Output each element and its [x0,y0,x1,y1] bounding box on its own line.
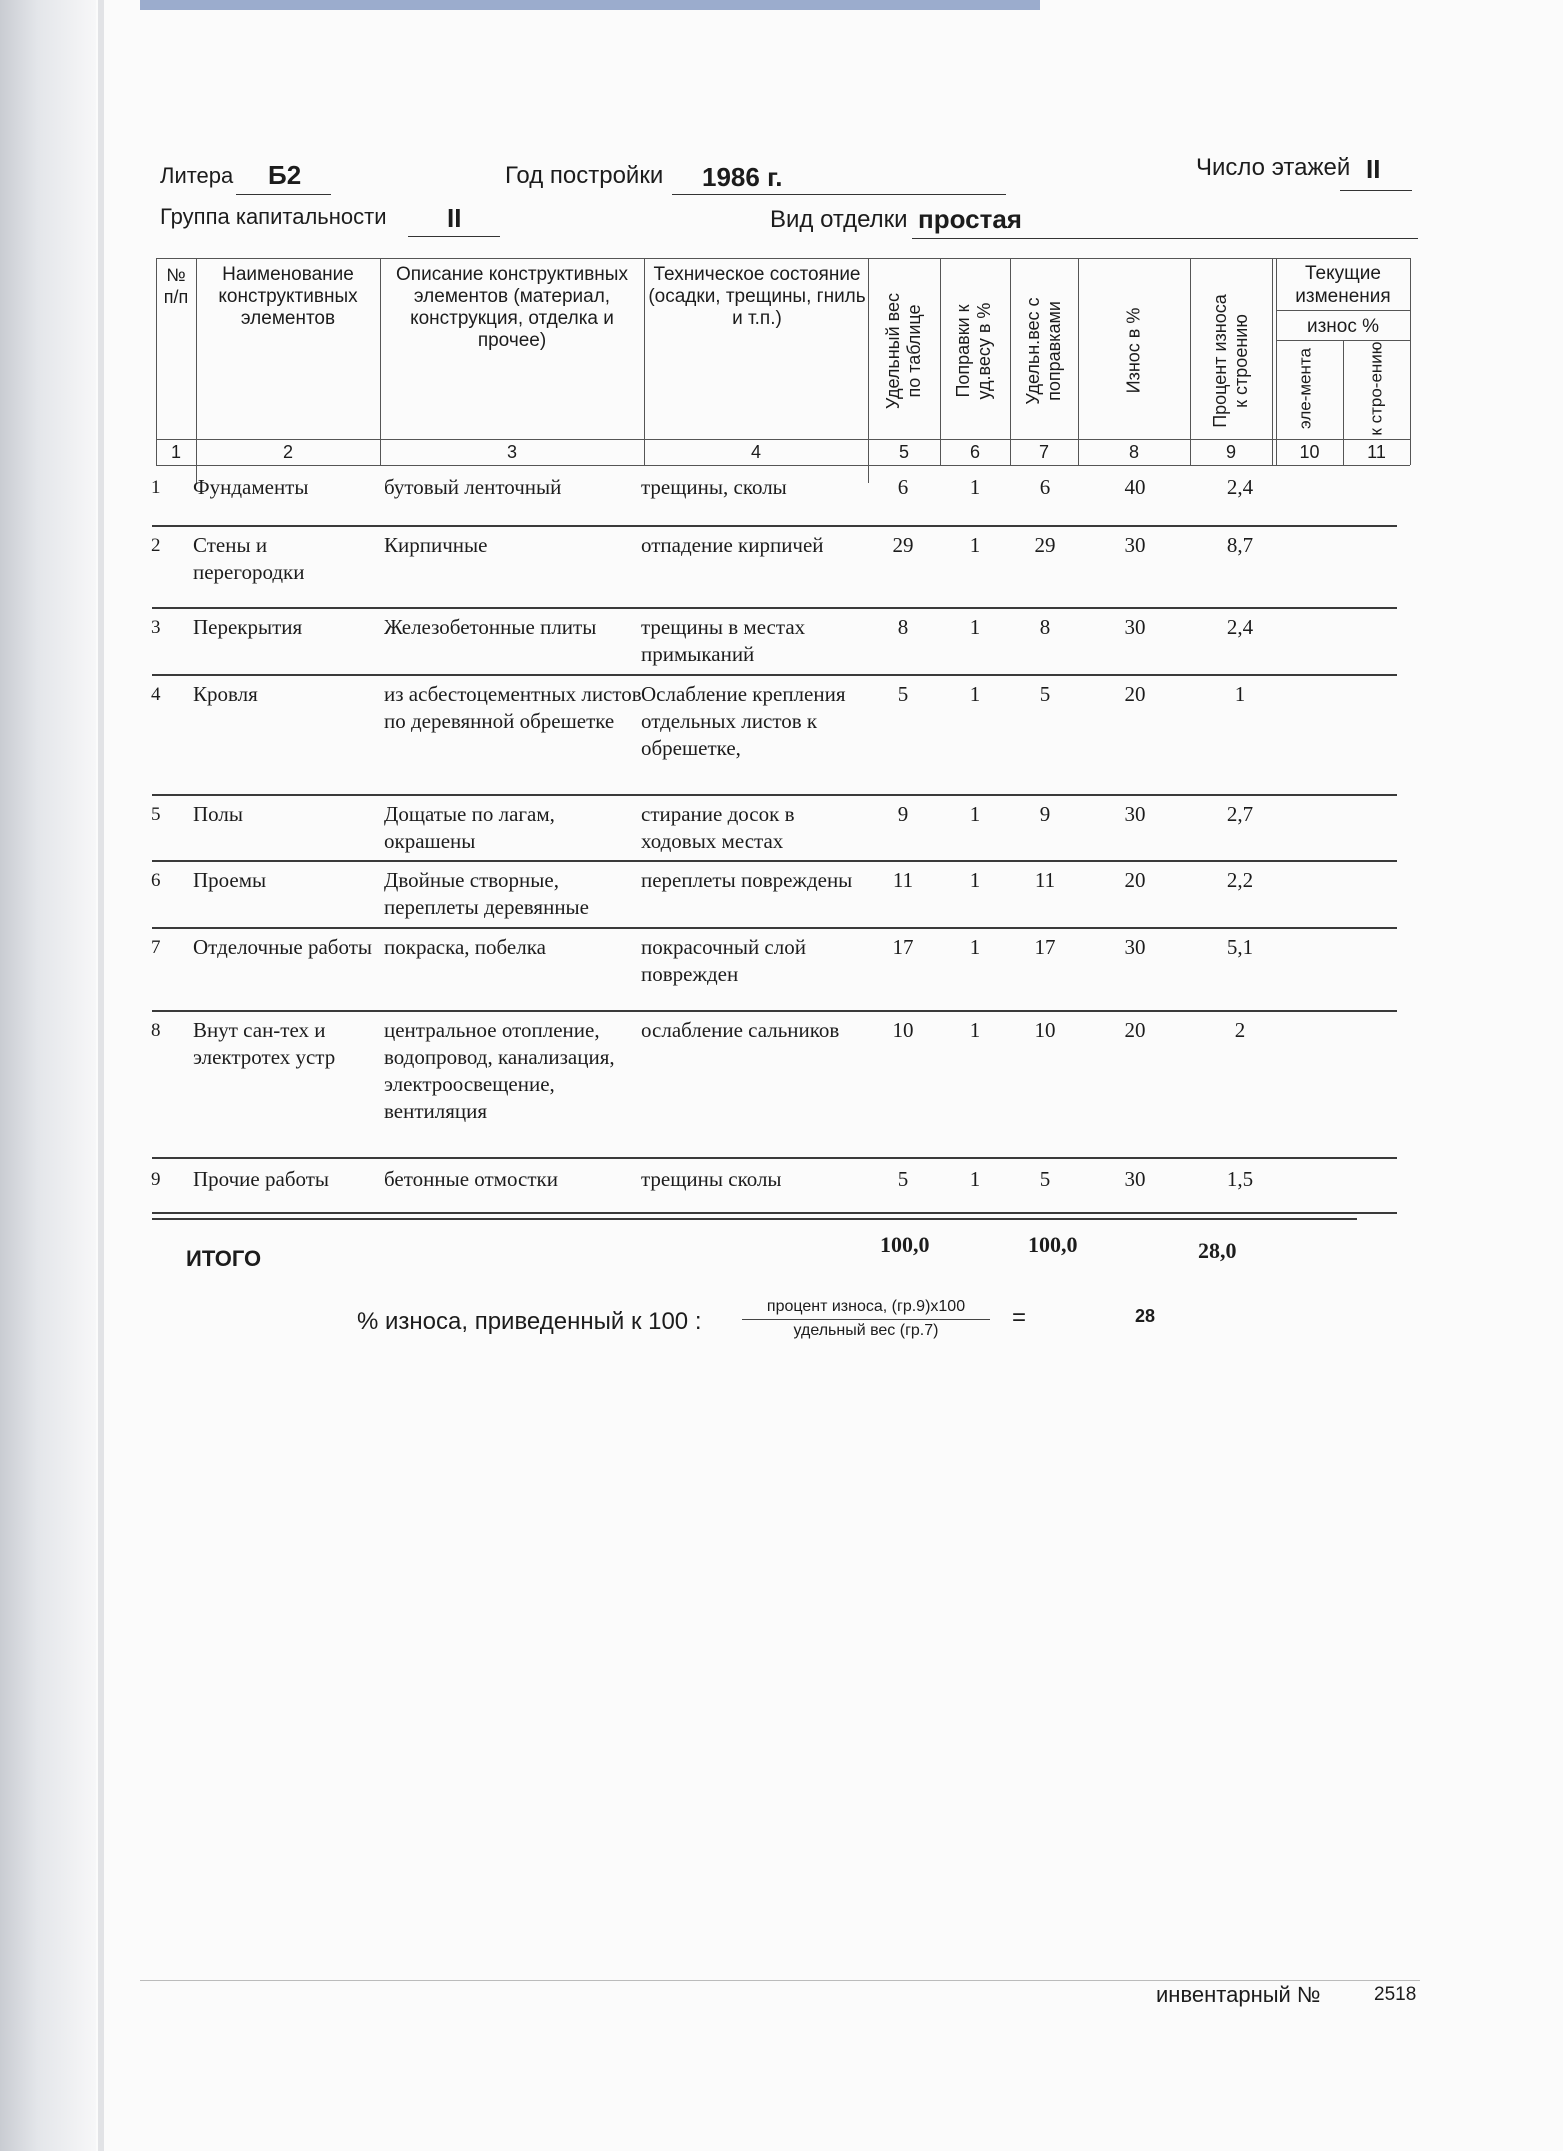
col-header-wear: Износ в % [1123,307,1144,394]
element-description: бутовый ленточный [384,475,562,499]
weight-value: 29 [892,533,914,557]
wear-value: 30 [1124,802,1146,826]
row-separator [152,1010,1397,1012]
correction-value: 1 [969,1167,981,1191]
group-label: Группа капитальности [160,204,387,229]
technical-state: трещины в местах примыканий [641,615,806,666]
wear-percent-value: 8,7 [1226,533,1254,557]
col-number: 1 [170,442,181,462]
finish-value: простая [918,204,1022,234]
litera-label: Литера [160,163,234,188]
element-description: покраска, побелка [384,935,546,959]
footer-rule [140,1980,1420,1981]
floors-label: Число этажей [1196,154,1351,181]
correction-value: 1 [969,682,981,706]
weight-corrected-value: 11 [1034,868,1056,892]
formula-result: 28 [1135,1306,1156,1326]
weight-value: 17 [892,935,914,959]
col-header-weight: Удельный вес по таблице [883,292,924,410]
floors-underline [1340,190,1412,191]
weight-corrected-value: 8 [1039,615,1051,639]
technical-state: отпадение кирпичей [641,533,824,557]
wear-percent-value: 5,1 [1226,935,1254,959]
col-header-number: № п/п [163,265,189,307]
scan-edge [140,0,1040,10]
col-header-element: эле-мента [1295,348,1315,429]
col-header-description: Описание конструктивных элементов (материал, конструкция, отделка и прочее) [396,264,628,351]
weight-corrected-value: 6 [1039,475,1051,499]
formula-fraction-line [742,1319,990,1320]
totals-wear-percent: 28,0 [1198,1238,1237,1263]
element-name: Стены и перегородки [193,533,305,584]
col-number: 9 [1225,442,1236,462]
correction-value: 1 [969,935,981,959]
group-value: II [447,203,462,233]
technical-state: трещины, сколы [641,475,787,499]
finish-underline [912,238,1418,239]
element-name: Полы [193,802,243,826]
technical-state: Ослабление крепления отдельных листов к обрешетке, [641,682,846,760]
group-sub-line-1 [1276,310,1410,311]
year-underline [672,194,1006,195]
element-description: Двойные створные, переплеты деревянные [384,868,589,919]
col-number: 6 [969,442,980,462]
table-header-bottom [156,439,1410,440]
col-border [1078,258,1079,465]
page-fold [98,0,104,2151]
row-number: 5 [151,804,161,825]
element-name: Перекрытия [193,615,303,639]
totals-separator [152,1218,1357,1220]
weight-corrected-value: 29 [1034,533,1056,557]
wear-percent-value: 2 [1234,1018,1246,1042]
row-number: 8 [151,1020,161,1041]
correction-value: 1 [969,1018,981,1042]
element-description: Кирпичные [384,533,488,557]
col-border [1276,258,1277,465]
row-separator [152,794,1397,796]
group-underline [408,236,500,237]
element-name: Кровля [193,682,258,706]
row-separator [152,1212,1397,1214]
element-name: Проемы [193,868,267,892]
totals-label: ИТОГО [186,1246,262,1271]
element-name: Фундаменты [193,475,309,499]
element-description: центральное отопление, водопровод, канализация, электроосвещение, вентиляция [384,1018,615,1123]
col-header-weight-corrected: Удельн.вес с поправками [1023,297,1064,405]
correction-value: 1 [969,802,981,826]
element-name: Внут сан-тех и электротех устр [193,1018,336,1069]
col-header-state: Техническое состояние (осадки, трещины, гниль и т.п.) [648,264,866,329]
correction-value: 1 [969,533,981,557]
weight-corrected-value: 17 [1034,935,1056,959]
element-name: Прочие работы [193,1167,330,1191]
row-number: 7 [151,937,161,958]
technical-state: ослабление сальников [641,1018,840,1042]
row-number: 9 [151,1169,161,1190]
wear-value: 30 [1124,935,1146,959]
row-separator [152,525,1397,527]
col-number: 5 [898,442,909,462]
col-number: 7 [1038,442,1049,462]
formula-equals: = [1012,1304,1027,1331]
wear-value: 30 [1124,533,1146,557]
totals-weight: 100,0 [880,1232,930,1257]
wear-percent-value: 1,5 [1226,1167,1254,1191]
correction-value: 1 [969,868,981,892]
inventory-number: 2518 [1374,1984,1417,2005]
wear-percent-value: 2,4 [1226,615,1254,639]
col-number: 8 [1128,442,1139,462]
col-border [1272,258,1273,465]
col-number: 10 [1299,442,1320,462]
row-number: 3 [151,617,161,638]
wear-percent-value: 2,2 [1226,868,1254,892]
weight-value: 6 [897,475,909,499]
weight-value: 9 [897,802,909,826]
col-header-wear-percent: Процент износа к строению [1210,294,1251,428]
technical-state: трещины сколы [641,1167,782,1191]
col-border [868,258,869,465]
row-number: 6 [151,870,161,891]
row-number: 1 [151,477,161,498]
col-header-changes-sub: износ % [1306,316,1380,337]
col-header-name: Наименование конструктивных элементов [218,264,358,329]
litera-underline [236,194,331,195]
col-border [940,258,941,465]
col-border [1410,258,1411,465]
weight-corrected-value: 5 [1039,682,1051,706]
year-label: Год постройки [505,162,664,189]
wear-percent-value: 2,4 [1226,475,1254,499]
wear-value: 30 [1124,1167,1146,1191]
col-number: 4 [750,442,761,462]
formula-denominator: удельный вес (гр.7) [793,1322,939,1339]
col-header-correction: Поправки к уд.весу в % [953,302,994,400]
formula-label: % износа, приведенный к 100 : [357,1308,702,1335]
weight-value: 10 [892,1018,914,1042]
inventory-label: инвентарный № [1156,1982,1321,2007]
col-number: 3 [506,442,517,462]
formula-numerator: процент износа, (гр.9)х100 [766,1298,966,1315]
technical-state: стирание досок в ходовых местах [641,802,795,853]
col-number: 11 [1367,442,1386,462]
col-border [1010,258,1011,465]
correction-value: 1 [969,615,981,639]
weight-value: 5 [897,682,909,706]
col-border [156,258,157,465]
row-number: 4 [151,684,161,705]
technical-state: переплеты повреждены [641,868,853,892]
col-border [1190,258,1191,465]
wear-value: 20 [1124,868,1146,892]
col-border [380,258,381,465]
row-separator [152,607,1397,609]
table-numbers-bottom [156,465,1410,466]
table-top-border [156,258,1410,259]
element-description: Железобетонные плиты [384,615,597,639]
row-separator [152,674,1397,676]
element-name: Отделочные работы [193,935,373,959]
wear-percent-value: 2,7 [1226,802,1254,826]
floors-value: II [1366,154,1381,184]
weight-corrected-value: 10 [1034,1018,1056,1042]
wear-value: 30 [1124,615,1146,639]
year-value: 1986 г. [702,162,783,192]
page-shadow [0,0,96,2151]
wear-percent-value: 1 [1234,682,1246,706]
col-number: 2 [282,442,293,462]
col-header-changes: Текущие изменения [1295,263,1391,307]
col-border [644,258,645,465]
wear-value: 20 [1124,682,1146,706]
row-separator [152,860,1397,862]
litera-value: Б2 [268,160,302,190]
row-separator [152,927,1397,929]
finish-label: Вид отделки [770,206,908,233]
element-description: Дощатые по лагам, окрашены [384,802,555,853]
wear-value: 20 [1124,1018,1146,1042]
technical-state: покрасочный слой поврежден [641,935,806,986]
element-description: из асбестоцементных листов по деревянной обрешетке [384,682,642,733]
row-number: 2 [151,535,161,556]
element-description: бетонные отмостки [384,1167,558,1191]
row-separator [152,1157,1397,1159]
wear-value: 40 [1124,475,1146,499]
weight-value: 11 [892,868,914,892]
totals-weight-corrected: 100,0 [1028,1232,1078,1257]
weight-corrected-value: 9 [1039,802,1051,826]
weight-value: 5 [897,1167,909,1191]
weight-value: 8 [897,615,909,639]
correction-value: 1 [969,475,981,499]
col-border [196,258,197,465]
col-header-building: к стро-ению [1366,341,1386,436]
weight-corrected-value: 5 [1039,1167,1051,1191]
